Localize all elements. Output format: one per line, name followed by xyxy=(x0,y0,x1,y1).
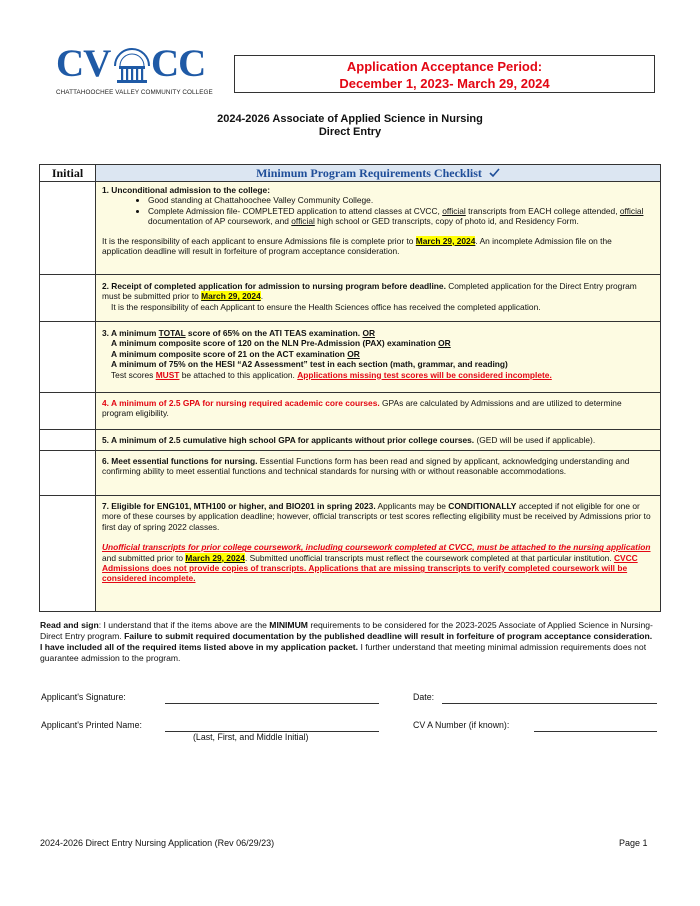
program-subtitle: Direct Entry xyxy=(318,126,382,138)
signature-label: Applicant's Signature: xyxy=(41,692,126,702)
requirement-row-7 xyxy=(40,496,660,611)
period-dates: December 1, 2023- March 29, 2024 xyxy=(339,76,550,91)
period-heading: Application Acceptance Period: xyxy=(346,59,543,74)
requirement-text-1 xyxy=(96,182,660,274)
printed-name-label: Applicant's Printed Name: xyxy=(41,720,142,730)
requirement-row-3 xyxy=(40,322,660,393)
requirement-text-2 xyxy=(96,275,660,321)
initial-box-2[interactable] xyxy=(40,275,96,321)
requirement-2-note: It is the responsibility of each Applicant to ensure the Health Sciences office has received the completed application. xyxy=(111,301,541,312)
read-and-sign-statement xyxy=(40,620,660,664)
teas-requirement: 3. A minimum TOTAL score of 65% on the ATI TEAS examination. OR xyxy=(102,328,376,338)
printed-name-hint: (Last, First, and Middle Initial) xyxy=(193,732,309,742)
requirement-7-text: 7. Eligible for ENG101, MTH100 or higher, and BIO201 in spring 2023. Applicants may be CONDITIONALLY accepted if not eligible for one or more of these courses by application deadline; however, official transcripts or test scores reflecting eligibility must be received by Admissions prior to first day of spring 2022 classes. xyxy=(102,501,651,532)
cva-number-line[interactable] xyxy=(534,731,657,732)
requirement-1-bullet-2: • Complete Admission file- COMPLETED application to attend classes at CVCC, official transcripts from EACH college attended, official documentation of AP coursework, and official high school or GED transcripts, copy of photo id, and Residency Form. xyxy=(148,206,654,227)
pax-requirement: A minimum composite score of 120 on the NLN Pre-Admission (PAX) examination OR xyxy=(111,338,451,349)
requirements-checklist-table xyxy=(39,164,661,612)
college-logo xyxy=(56,40,213,100)
requirement-1-bullet-1: • Good standing at Chattahoochee Valley Community College. xyxy=(148,195,654,205)
hesi-requirement: A minimum of 75% on the HESI “A2 Assessment” test in each section (math, grammar, and reading) xyxy=(111,359,508,370)
logo-cc-text: CC xyxy=(151,42,206,85)
requirement-1-note: It is the responsibility of each applicant to ensure Admissions file is complete prior to March 29, 2024. An incomplete Admission file on the application deadline will result in forfeiture of program acceptance consideration. xyxy=(102,235,612,257)
requirement-1-list xyxy=(102,195,654,226)
requirement-5-text: 5. A minimum of 2.5 cumulative high school GPA for applicants without prior college courses. (GED will be used if applicable). xyxy=(102,435,596,445)
act-requirement: A minimum composite score of 21 on the ACT examination OR xyxy=(111,348,360,359)
requirement-row-6 xyxy=(40,451,660,496)
test-scores-note: Test scores MUST be attached to this application. Applications missing test scores will be considered incomplete. xyxy=(111,369,552,380)
logo-cv-text: CV xyxy=(56,42,111,85)
signature-line[interactable] xyxy=(165,703,379,704)
checkmark-icon xyxy=(489,168,500,178)
date-label: Date: xyxy=(413,692,435,702)
requirement-6-text: 6. Meet essential functions for nursing. Essential Functions form has been read and signed by applicant, acknowledging understanding and confirming ability to meet essential functions and technical standards for nursing with or without reasonable accommodations. xyxy=(102,456,630,477)
date-line[interactable] xyxy=(442,703,657,704)
building-icon xyxy=(111,42,153,84)
initial-box-4[interactable] xyxy=(40,393,96,429)
acknowledgement-paragraph-2: I have included all of the required items listed above in my application packet. I further understand that meeting minimal admission requirements does not guarantee admission to the program. xyxy=(40,642,647,663)
program-title: 2024-2026 Associate of Applied Science in Nursing xyxy=(217,113,483,125)
initial-column-header: Initial xyxy=(40,165,96,182)
deadline-date: March 29, 2024 xyxy=(201,291,261,302)
acknowledgement-paragraph-1: Read and sign: I understand that if the items above are the MINIMUM requirements to be considered for the 2023-2025 Associate of Applied Science in Nursing- Direct Entry program. Failure to submit required documentation by the published deadline will result in forfeiture of program acceptance consideration. xyxy=(40,620,653,641)
deadline-date: March 29, 2024 xyxy=(185,552,245,563)
initial-box-3[interactable] xyxy=(40,322,96,392)
requirement-4-text: 4. A minimum of 2.5 GPA for nursing required academic core courses. GPAs are calculated by Admissions and are utilized to determine program eligibility. xyxy=(102,398,622,419)
logo-subtitle: CHATTAHOOCHEE VALLEY COMMUNITY COLLEGE xyxy=(56,89,213,96)
checklist-title: Minimum Program Requirements Checklist xyxy=(256,166,482,180)
initial-box-5[interactable] xyxy=(40,430,96,450)
cva-number-label: CV A Number (if known): xyxy=(413,720,510,730)
requirement-text-6 xyxy=(96,451,660,495)
deadline-date: March 29, 2024 xyxy=(415,235,476,246)
initial-box-6[interactable] xyxy=(40,451,96,495)
requirement-row-1 xyxy=(40,182,660,275)
requirement-2-text: 2. Receipt of completed application for admission to nursing program before deadline. Completed application for the Direct Entry program must be submitted prior to March 29, 2024. xyxy=(102,281,637,302)
footer-revision: 2024-2026 Direct Entry Nursing Application (Rev 06/29/23) xyxy=(40,838,275,848)
requirement-row-2 xyxy=(40,275,660,322)
requirement-text-4 xyxy=(96,393,660,429)
acceptance-period-box xyxy=(234,55,655,93)
requirement-row-5 xyxy=(40,430,660,451)
checklist-column-header xyxy=(96,165,660,182)
initial-box-1[interactable] xyxy=(40,182,96,274)
requirement-7-transcripts-note: Unofficial transcripts for prior college coursework, including coursework completed at CVCC, must be attached to the nursing application and submitted prior to March 29, 2024. Submitted unofficial transcripts must reflect the coursework completed at that particular institution. CVCC Admissions does not provide copies of transcripts. Applications that are missing transcripts to verify completed coursework will be considered incomplete. xyxy=(102,542,651,584)
requirement-text-5 xyxy=(96,430,660,450)
initial-box-7[interactable] xyxy=(40,496,96,611)
requirement-row-4 xyxy=(40,393,660,430)
page-number: Page 1 xyxy=(619,838,648,848)
requirement-1-heading: 1. Unconditional admission to the college: xyxy=(102,185,270,195)
requirement-text-7 xyxy=(96,496,660,611)
requirement-text-3 xyxy=(96,322,660,392)
